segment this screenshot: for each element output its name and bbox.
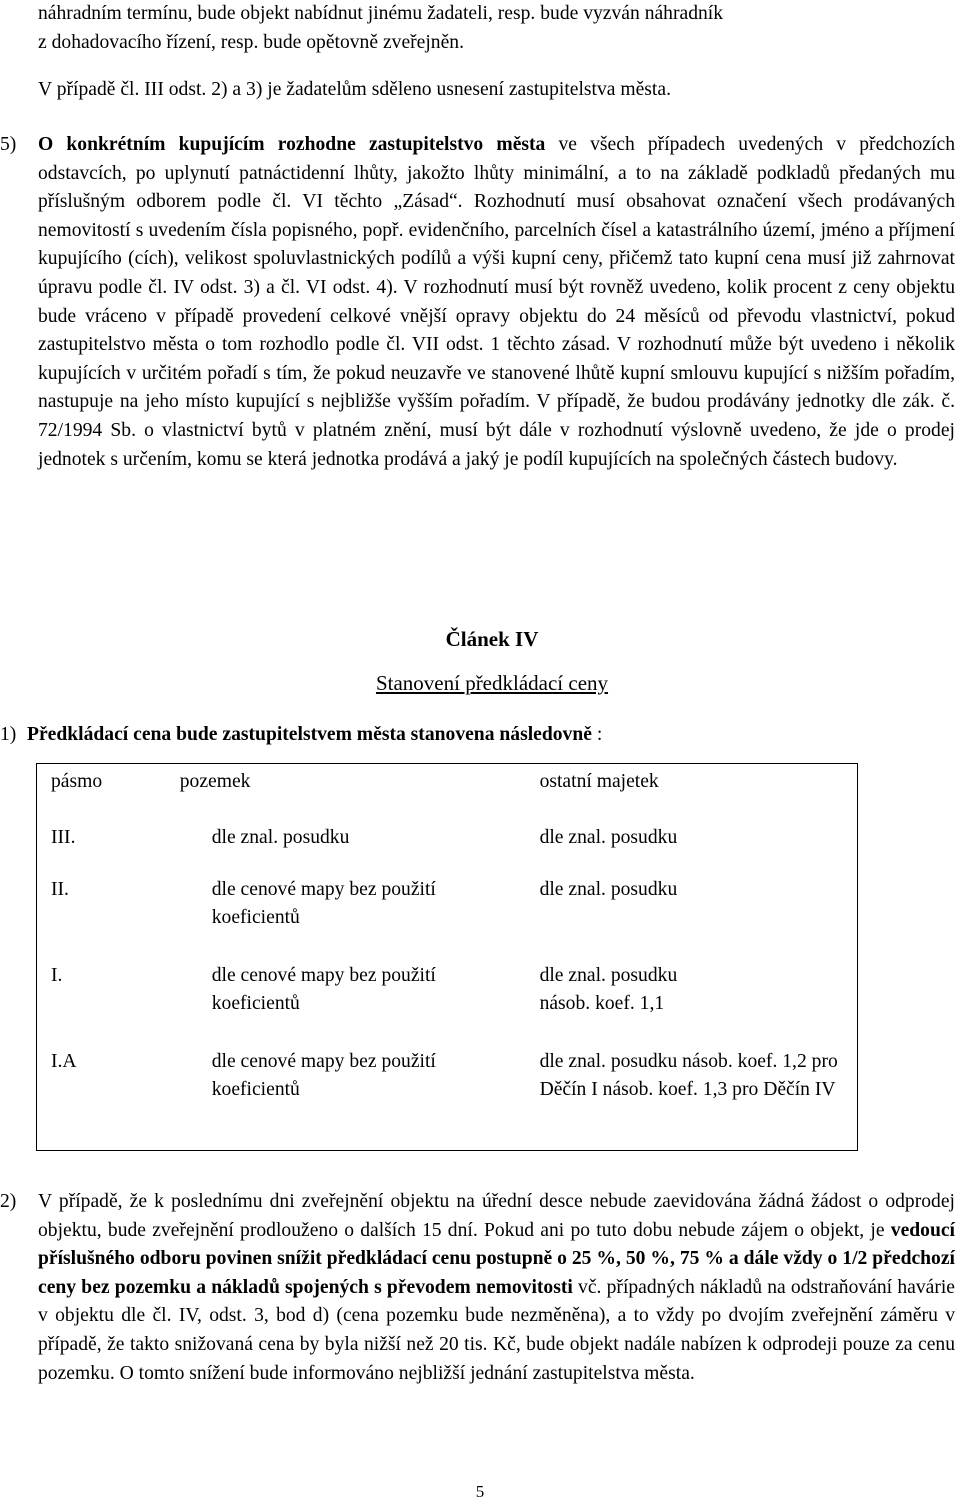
paragraph-1-bold: Předkládací cena bude zastupitelstvem města stanovena následovně (27, 724, 592, 745)
row-land: dle znal. posudku (211, 826, 350, 848)
row-land: dle cenové mapy bez použití koeficientů (211, 964, 436, 1015)
paragraph-5-number: 5) (0, 134, 17, 155)
paragraph-5-text: ve všech případech uvedených v předchozích odstavcích, po uplynutí patnáctidenní lhůty, jakožto lhůty minimální, a to na základě podkladů předaných mu příslušným odborem podle čl. VI těchto „Zásad“. Rozhodnutí musí obsahovat označení všech prodávaných nemovitostí s uvedením čísla popisného, popř. evidenčního, parcelních čísel a katastrálního území, jméno a příjmení kupujícího (cích), velikost spoluvlastnických podílů a výši kupní ceny, přičemž tato kupní cena musí již zahrnovat úpravu podle čl. IV odst. 3) a čl. VI odst. 4). V rozhodnutí musí být rovněž uvedeno, kolik procent z ceny objektu bude vráceno v případě provedení celkové vnější opravy objektu do 24 měsíců od převodu vlastnictví, pokud zastupitelstvo města o tom rozhodlo podle čl. VII odst. 1 těchto zásad. V rozhodnutí může být uvedeno i několik kupujících v určitém pořadí s tím, že pokud neuzavře ve stanovené lhůtě kupní smlouvu kupující s nižším pořadím, nastupuje na jeho místo kupující s nejbližše vyšším pořadím. V případě, že budou prodávány jednotky dle zák. č. 72/1994 Sb. o vlastnictví bytů v platném znění, musí být dále v rozhodnutí výslovně uvedeno, že jde o prodej jednotek s určením, komu se která jednotka prodává a jaký je podíl kupujících na společných částech budovy. (38, 134, 955, 470)
article-title: Článek IV (445, 627, 539, 651)
intro-line-2: z dohadovacího řízení, resp. bude opětovně zveřejněn. (38, 32, 464, 53)
paragraph-2-text-1: V případě, že k poslednímu dni zveřejnění objektu na úřední desce nebude zaevidována žádná žádost o odprodej objektu, bude zveřejnění prodlouženo o dalších 15 dní. Pokud ani po tuto dobu nebude zájem o objekt, je (38, 1191, 955, 1241)
paragraph-1-number: 1) (0, 724, 17, 745)
paragraph-2-text-2: vč. případných nákladů na odstraňování havárie v objektu dle čl. IV, odst. 3, bod d) (cena pozemku bude nezměněna), a to vždy po dvojím zveřejnění záměru v případě, že takto snižovaná cena by byla nižší než 20 tis. Kč, bude objekt nadále nabízen k odprodeji pouze za cenu pozemku. O tomto snížení bude informováno nejbližší jednání zastupitelstva města. (38, 1276, 955, 1384)
row-other: dle znal. posudku násob. koef. 1,2 pro Děčín I násob. koef. 1,3 pro Děčín IV (539, 1050, 838, 1101)
row-zone: I.A (51, 1050, 77, 1072)
header-zone: pásmo (51, 771, 103, 792)
price-table (36, 763, 858, 1151)
row-other: dle znal. posudku násob. koef. 1,1 (539, 964, 678, 1015)
header-other: ostatní majetek (539, 771, 659, 792)
row-land: dle cenové mapy bez použití koeficientů (211, 878, 436, 929)
page-number: 5 (475, 1482, 485, 1501)
row-zone: III. (51, 826, 76, 848)
article-subtitle: Stanovení předkládací ceny (375, 671, 609, 695)
header-land: pozemek (179, 771, 251, 792)
row-other: dle znal. posudku (539, 826, 678, 848)
row-land: dle cenové mapy bez použití koeficientů (211, 1050, 436, 1101)
table-row (37, 814, 858, 870)
row-zone: I. (51, 964, 63, 986)
paragraph-1-tail: : (591, 724, 603, 745)
table-row (37, 958, 858, 1044)
table-header-row (37, 764, 858, 814)
paragraph-5-bold: O konkrétním kupujícím rozhodne zastupitelstvo města (38, 134, 546, 155)
table-row (37, 870, 858, 958)
intro-line-3: V případě čl. III odst. 2) a 3) je žadatelům sděleno usnesení zastupitelstva města. (38, 79, 671, 100)
intro-line-1: náhradním termínu, bude objekt nabídnut jinému žadateli, resp. bude vyzván náhradník (38, 3, 724, 24)
paragraph-2-bold: vedoucí příslušného odboru povinen snížit předkládací cenu postupně o 25 %, 50 %, 75 % a dále vždy o 1/2 předchozí ceny bez pozemku a nákladů spojených s převodem nemovitosti (38, 1219, 955, 1298)
paragraph-2-number: 2) (0, 1191, 17, 1212)
row-zone: II. (51, 878, 69, 900)
table-row (37, 1044, 858, 1151)
row-other: dle znal. posudku (539, 878, 678, 900)
